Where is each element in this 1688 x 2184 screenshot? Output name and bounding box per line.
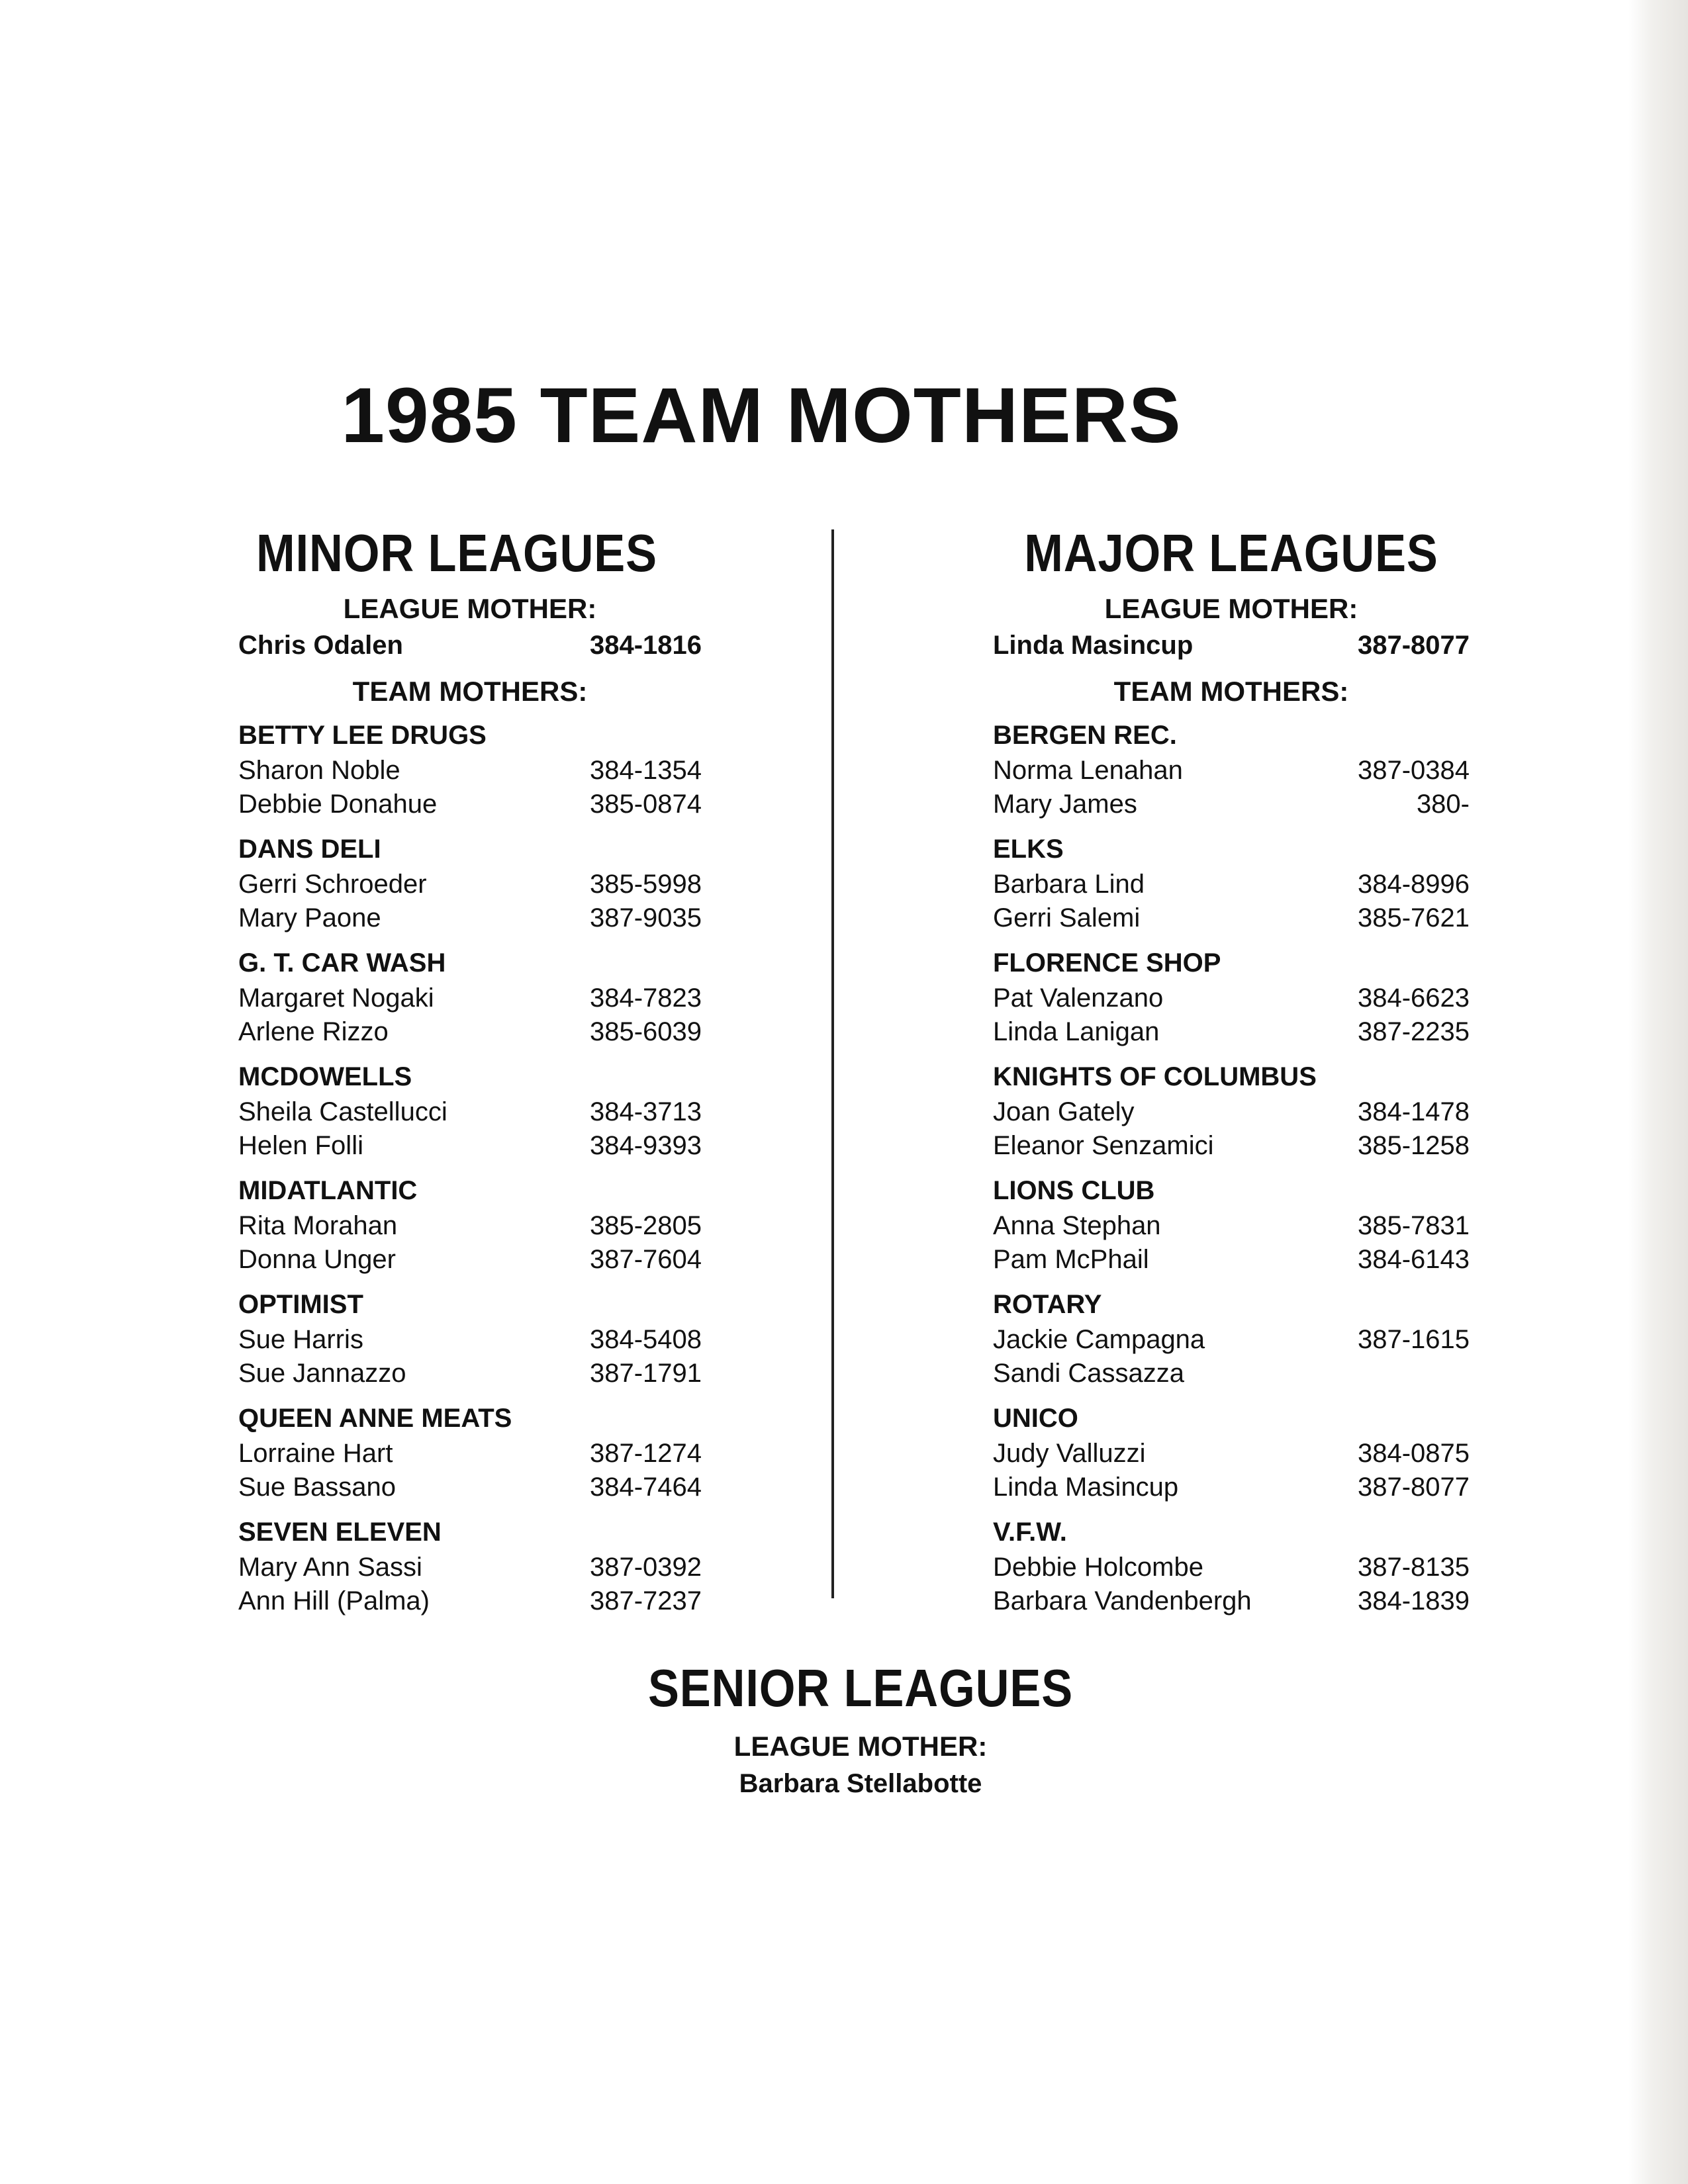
minor-league-mother xyxy=(238,629,702,662)
team-mother-name: Judy Valluzzi xyxy=(993,1439,1146,1468)
team-block xyxy=(993,717,1470,821)
team-mother-phone: 384-1354 xyxy=(589,756,702,785)
team-mother-phone: 387-8077 xyxy=(1357,1473,1470,1502)
team-mother-name: Arlene Rizzo xyxy=(238,1017,389,1046)
team-mother-row xyxy=(993,1551,1470,1584)
team-mother-phone: 385-1258 xyxy=(1357,1131,1470,1160)
league-mother-phone: 384-1816 xyxy=(589,631,702,660)
team-mother-name: Linda Lanigan xyxy=(993,1017,1160,1046)
team-mother-phone: 387-7604 xyxy=(589,1245,702,1274)
team-mother-phone: 384-1478 xyxy=(1357,1097,1470,1126)
team-name: MCDOWELLS xyxy=(238,1062,412,1091)
team-mother-row xyxy=(238,1243,702,1277)
team-mother-phone: 384-9393 xyxy=(589,1131,702,1160)
team-mother-phone: 387-0384 xyxy=(1357,756,1470,785)
team-block xyxy=(993,831,1470,935)
team-mother-name: Margaret Nogaki xyxy=(238,983,434,1013)
team-mother-row xyxy=(993,868,1470,901)
team-mother-phone: 384-8996 xyxy=(1357,870,1470,899)
team-mother-phone: 384-6143 xyxy=(1357,1245,1470,1274)
team-mother-phone: 384-1839 xyxy=(1357,1586,1470,1615)
team-name: FLORENCE SHOP xyxy=(993,948,1221,978)
team-mother-name: Mary Ann Sassi xyxy=(238,1553,422,1582)
column-divider xyxy=(831,529,834,1598)
team-mother-name: Barbara Vandenbergh xyxy=(993,1586,1252,1615)
team-mother-phone: 385-6039 xyxy=(589,1017,702,1046)
team-mother-name: Rita Morahan xyxy=(238,1211,398,1240)
senior-league-mother-name: Barbara Stellabotte xyxy=(739,1769,982,1798)
team-mother-row xyxy=(238,1323,702,1357)
team-mother-phone: 387-7237 xyxy=(589,1586,702,1615)
team-name: ROTARY xyxy=(993,1290,1102,1319)
team-name: QUEEN ANNE MEATS xyxy=(238,1404,512,1433)
team-mother-row xyxy=(993,901,1470,935)
team-name: BETTY LEE DRUGS xyxy=(238,721,487,750)
team-mother-row xyxy=(238,1209,702,1243)
page-title: 1985 TEAM MOTHERS xyxy=(341,372,1182,459)
team-mother-phone: 384-5408 xyxy=(589,1325,702,1354)
team-mother-row xyxy=(238,1551,702,1584)
team-mother-phone: 384-7823 xyxy=(589,983,702,1013)
team-name: LIONS CLUB xyxy=(993,1176,1155,1205)
team-mother-row xyxy=(238,868,702,901)
team-block xyxy=(993,1514,1470,1618)
team-block xyxy=(993,1286,1470,1390)
team-mother-name: Gerri Schroeder xyxy=(238,870,427,899)
team-block xyxy=(238,1514,702,1618)
team-mother-name: Pam McPhail xyxy=(993,1245,1149,1274)
team-mother-phone: 387-2235 xyxy=(1357,1017,1470,1046)
team-mother-name: Mary James xyxy=(993,790,1137,819)
senior-leagues-section xyxy=(596,1658,1125,1801)
team-mother-phone: 384-7464 xyxy=(589,1473,702,1502)
team-mother-name: Norma Lenahan xyxy=(993,756,1183,785)
team-mother-name: Lorraine Hart xyxy=(238,1439,393,1468)
team-mother-name: Debbie Holcombe xyxy=(993,1553,1203,1582)
team-mother-name: Gerri Salemi xyxy=(993,903,1141,933)
team-mother-phone: 387-9035 xyxy=(589,903,702,933)
team-mother-row xyxy=(993,1584,1470,1618)
team-block xyxy=(993,944,1470,1049)
team-mother-row xyxy=(993,1243,1470,1277)
team-mother-row xyxy=(993,788,1470,821)
team-mother-name: Jackie Campagna xyxy=(993,1325,1205,1354)
team-mother-row xyxy=(238,1129,702,1163)
league-mother-name: Linda Masincup xyxy=(993,631,1194,660)
team-name: UNICO xyxy=(993,1404,1078,1433)
team-mother-phone: 387-1274 xyxy=(589,1439,702,1468)
team-name: V.F.W. xyxy=(993,1518,1067,1547)
team-mother-name: Pat Valenzano xyxy=(993,983,1164,1013)
team-mother-name: Mary Paone xyxy=(238,903,381,933)
team-mother-row xyxy=(993,1015,1470,1049)
minor-team-mothers-label: TEAM MOTHERS: xyxy=(352,676,588,707)
team-mother-row xyxy=(238,1584,702,1618)
team-mother-row xyxy=(238,1357,702,1390)
team-block xyxy=(993,1400,1470,1504)
team-mother-row xyxy=(238,754,702,788)
team-block xyxy=(238,1400,702,1504)
team-mother-name: Sue Harris xyxy=(238,1325,363,1354)
team-mother-row xyxy=(238,1437,702,1471)
team-name: KNIGHTS OF COLUMBUS xyxy=(993,1062,1317,1091)
team-mother-row xyxy=(993,1209,1470,1243)
team-block xyxy=(238,944,702,1049)
team-mother-name: Helen Folli xyxy=(238,1131,363,1160)
team-mother-name: Donna Unger xyxy=(238,1245,396,1274)
minor-team-list xyxy=(238,717,702,1618)
team-mother-row xyxy=(993,1437,1470,1471)
team-block xyxy=(238,717,702,821)
major-team-mothers-label: TEAM MOTHERS: xyxy=(1113,676,1349,707)
team-mother-phone: 385-2805 xyxy=(589,1211,702,1240)
team-mother-name: Linda Masincup xyxy=(993,1473,1179,1502)
minor-leagues-heading: MINOR LEAGUES xyxy=(256,523,657,582)
team-mother-row xyxy=(993,981,1470,1015)
team-mother-row xyxy=(238,1471,702,1504)
team-mother-row xyxy=(238,901,702,935)
team-mother-phone: 387-1615 xyxy=(1357,1325,1470,1354)
page-edge-shadow xyxy=(1628,0,1688,2184)
team-block xyxy=(238,1286,702,1390)
team-mother-row xyxy=(238,1015,702,1049)
team-mother-row xyxy=(993,1095,1470,1129)
team-mother-row xyxy=(993,1323,1470,1357)
minor-leagues-section xyxy=(238,523,702,1618)
team-mother-phone: 385-0874 xyxy=(589,790,702,819)
team-name: DANS DELI xyxy=(238,835,381,864)
team-mother-phone: 385-7831 xyxy=(1357,1211,1470,1240)
senior-league-mother-label: LEAGUE MOTHER: xyxy=(733,1731,988,1762)
team-mother-name: Anna Stephan xyxy=(993,1211,1161,1240)
team-mother-phone: 385-5998 xyxy=(589,870,702,899)
team-mother-row xyxy=(238,788,702,821)
team-mother-name: Sharon Noble xyxy=(238,756,400,785)
team-mother-name: Joan Gately xyxy=(993,1097,1135,1126)
team-name: MIDATLANTIC xyxy=(238,1176,418,1205)
league-mother-name: Chris Odalen xyxy=(238,631,403,660)
team-mother-phone: 380- xyxy=(1416,790,1470,819)
team-block xyxy=(993,1058,1470,1163)
team-mother-name: Ann Hill (Palma) xyxy=(238,1586,430,1615)
team-mother-phone: 384-0875 xyxy=(1357,1439,1470,1468)
team-mother-row xyxy=(238,1095,702,1129)
major-team-list xyxy=(993,717,1470,1618)
team-block xyxy=(993,1172,1470,1277)
team-mother-name: Eleanor Senzamici xyxy=(993,1131,1214,1160)
team-mother-phone: 384-3713 xyxy=(589,1097,702,1126)
team-mother-row xyxy=(238,981,702,1015)
team-mother-name: Sheila Castellucci xyxy=(238,1097,447,1126)
team-block xyxy=(238,1058,702,1163)
team-mother-phone: 384-6623 xyxy=(1357,983,1470,1013)
team-mother-name: Sandi Cassazza xyxy=(993,1359,1185,1388)
team-mother-name: Barbara Lind xyxy=(993,870,1145,899)
major-league-mother-label: LEAGUE MOTHER: xyxy=(1104,593,1358,624)
team-mother-phone: 387-8135 xyxy=(1357,1553,1470,1582)
team-mother-row xyxy=(993,1129,1470,1163)
team-name: G. T. CAR WASH xyxy=(238,948,446,978)
team-name: ELKS xyxy=(993,835,1064,864)
team-mother-phone: 385-7621 xyxy=(1357,903,1470,933)
team-mother-phone: 387-1791 xyxy=(589,1359,702,1388)
team-mother-phone: 387-0392 xyxy=(589,1553,702,1582)
team-name: BERGEN REC. xyxy=(993,721,1177,750)
team-mother-row xyxy=(993,1357,1470,1390)
team-block xyxy=(238,831,702,935)
minor-league-mother-label: LEAGUE MOTHER: xyxy=(343,593,597,624)
team-mother-row xyxy=(993,754,1470,788)
team-block xyxy=(238,1172,702,1277)
team-mother-name: Sue Jannazzo xyxy=(238,1359,406,1388)
major-league-mother xyxy=(993,629,1470,662)
team-mother-name: Debbie Donahue xyxy=(238,790,438,819)
major-leagues-heading: MAJOR LEAGUES xyxy=(1024,523,1438,582)
league-mother-phone: 387-8077 xyxy=(1357,631,1470,660)
team-mother-name: Sue Bassano xyxy=(238,1473,396,1502)
team-name: OPTIMIST xyxy=(238,1290,363,1319)
major-leagues-section xyxy=(993,523,1470,1618)
team-mother-row xyxy=(993,1471,1470,1504)
team-name: SEVEN ELEVEN xyxy=(238,1518,442,1547)
senior-leagues-heading: SENIOR LEAGUES xyxy=(647,1659,1074,1717)
